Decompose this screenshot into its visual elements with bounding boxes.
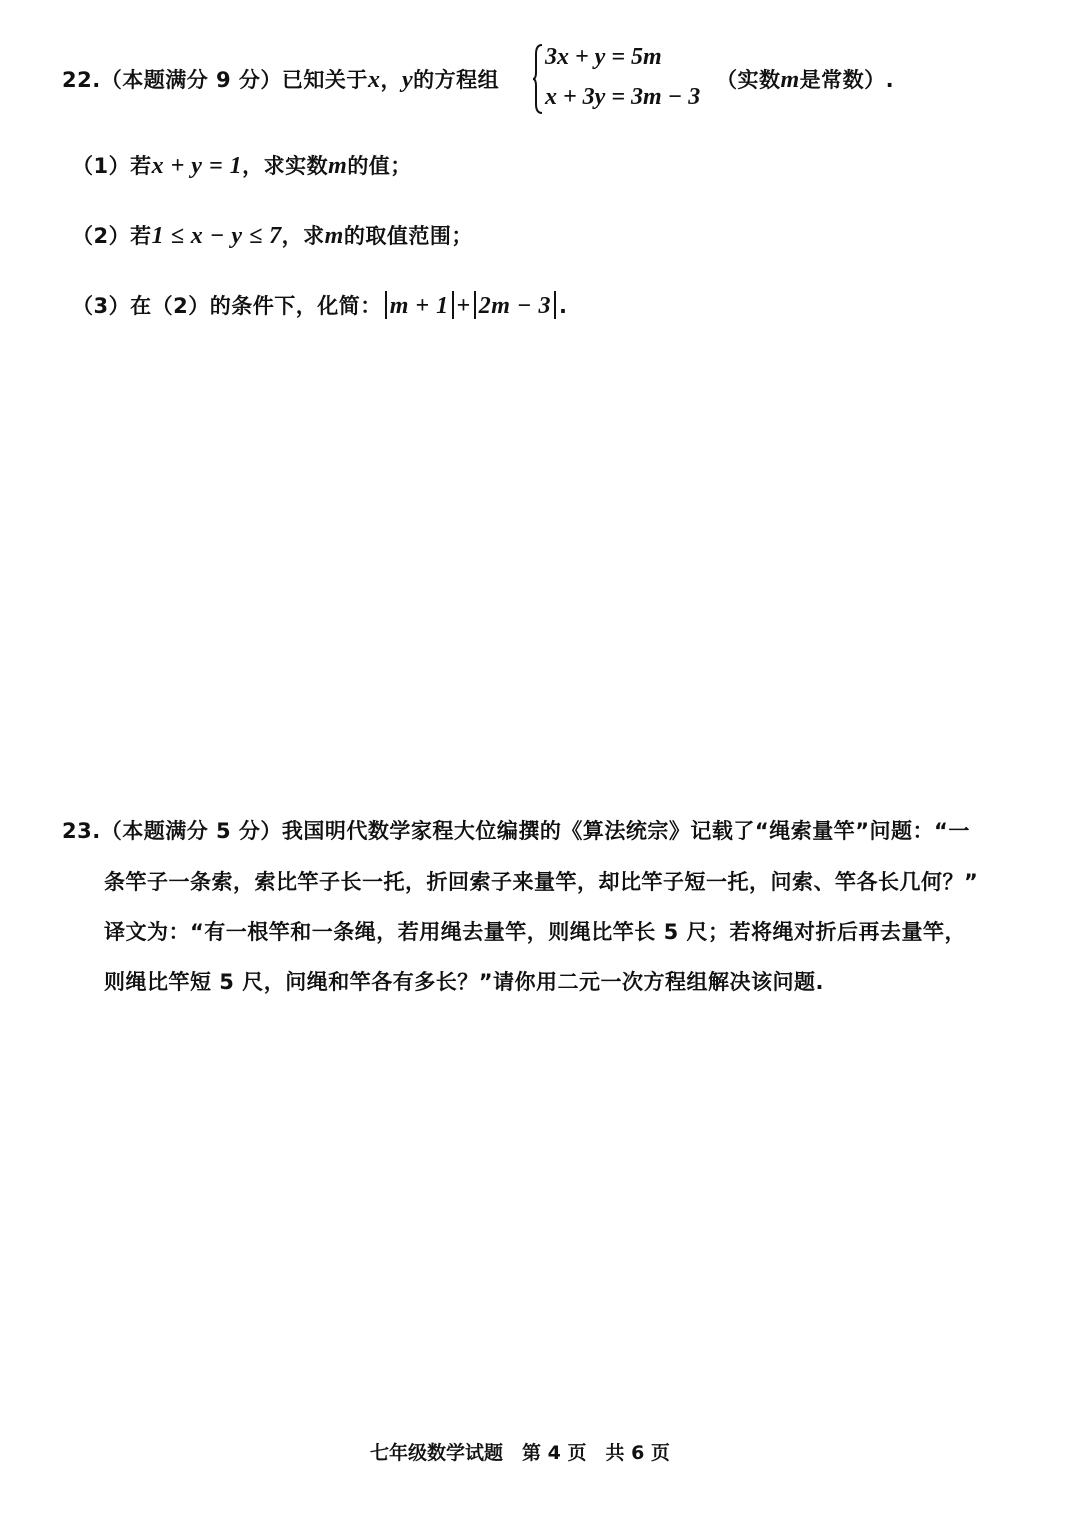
q23-line-4: 则绳比竿短 5 尺，问绳和竿各有多长？”请你用二元一次方程组解决该问题. [104,970,825,994]
abs-bar [554,291,556,319]
q23-line-3: 译文为：“有一根竿和一条绳，若用绳去量竿，则绳比竿长 5 尺；若将绳对折后再去量竿， [104,920,967,944]
equation-brace [533,44,543,114]
abs-bar [452,291,454,319]
q22-equation-1: 3x + y = 5m [545,44,662,70]
q22-part-1: （1）若x + y = 1，求实数m的值； [72,153,412,179]
q23-line-2: 条竿子一条索，索比竿子长一托，折回索子来量竿，却比竿子短一托，问索、竿各长几何？” [104,870,979,894]
abs-bar [385,291,387,319]
q23-line-1: 23.（本题满分 5 分）我国明代数学家程大位编撰的《算法统宗》记载了“绳索量竿”问题：“一 [62,819,970,843]
q22-part-2: （2）若1 ≤ x − y ≤ 7，求m的取值范围； [72,223,473,249]
q22-head: 22.（本题满分 9 分）已知关于 [62,68,368,92]
page-footer: 七年级数学试题 第 4 页 共 6 页 [370,1442,670,1464]
q22-note: （实数m是常数）. [716,67,895,93]
abs-bar [474,291,476,319]
q22-part-3: （3）在（2）的条件下，化简： m + 1 + 2m − 3 . [72,293,568,319]
q22-stem: 22.（本题满分 9 分）已知关于x，y的方程组 [62,67,500,93]
q22-equation-2: x + 3y = 3m − 3 [545,84,701,110]
